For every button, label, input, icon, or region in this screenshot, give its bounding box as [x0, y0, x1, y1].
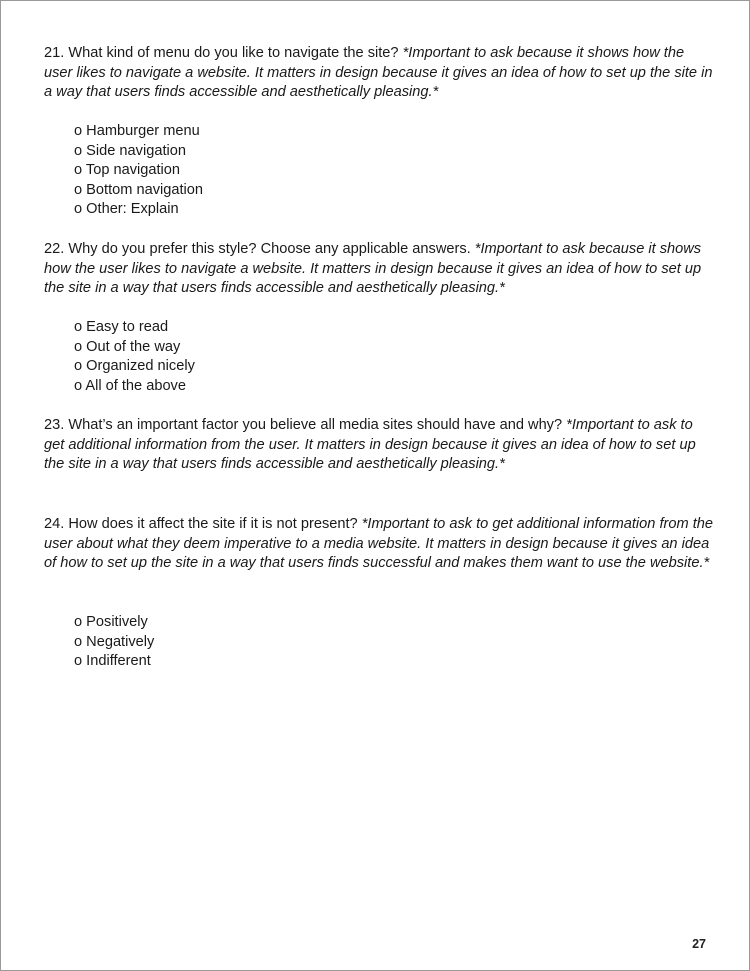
question-23-note: *Important to ask to get additional information from the user. It matters in design because it gives an idea of how to set up the site in a way that users finds accessible and aesthetically pleasing.*: [44, 417, 696, 473]
page-number: 27: [692, 937, 706, 951]
question-21: [44, 44, 714, 103]
option-indifferent: o Indifferent: [74, 653, 151, 670]
question-23-text: 23. What’s an important factor you believe all media sites should have and why?: [44, 417, 563, 433]
question-21-text: 21. What kind of menu do you like to navigate the site?: [44, 45, 399, 61]
option-negatively: o Negatively: [74, 633, 155, 650]
question-22-text: 22. Why do you prefer this style? Choose any applicable answers.: [44, 241, 471, 257]
option-positively: o Positively: [74, 614, 148, 630]
option-all-of-the-above: o All of the above: [74, 377, 186, 394]
option-top-navigation: o Top navigation: [74, 162, 181, 179]
question-24-text: 24. How does it affect the site if it is not present?: [44, 516, 358, 532]
question-24-note: *Important to ask to get additional information from the user about what they deem imperative to a media website. It matters in design because it gives an idea of how to set up the site in a way that users finds successful and makes them want to use the website.*: [44, 516, 713, 572]
question-22: [44, 240, 714, 299]
option-bottom-navigation: o Bottom navigation: [74, 181, 203, 198]
question-22-options: [74, 318, 195, 396]
question-24-options: [74, 613, 154, 672]
option-easy-to-read: o Easy to read: [74, 319, 169, 335]
question-23: [44, 416, 714, 475]
option-hamburger-menu: o Hamburger menu: [74, 123, 200, 139]
question-24: [44, 515, 714, 574]
question-21-options: [74, 122, 203, 220]
option-side-navigation: o Side navigation: [74, 142, 186, 159]
option-other-explain: o Other: Explain: [74, 201, 179, 218]
option-out-of-the-way: o Out of the way: [74, 338, 181, 355]
question-22-note: *Important to ask because it shows how the user likes to navigate a website. It matters in design because it gives an idea of how to set up the site in a way that users finds accessible and aesthetically pleasing.*: [44, 241, 702, 297]
option-organized-nicely: o Organized nicely: [74, 358, 195, 375]
question-21-note: *Important to ask because it shows how the user likes to navigate a website. It matters in design because it gives an idea of how to set up the site in a way that users finds accessible and aesthetically pleasing.*: [44, 45, 713, 101]
